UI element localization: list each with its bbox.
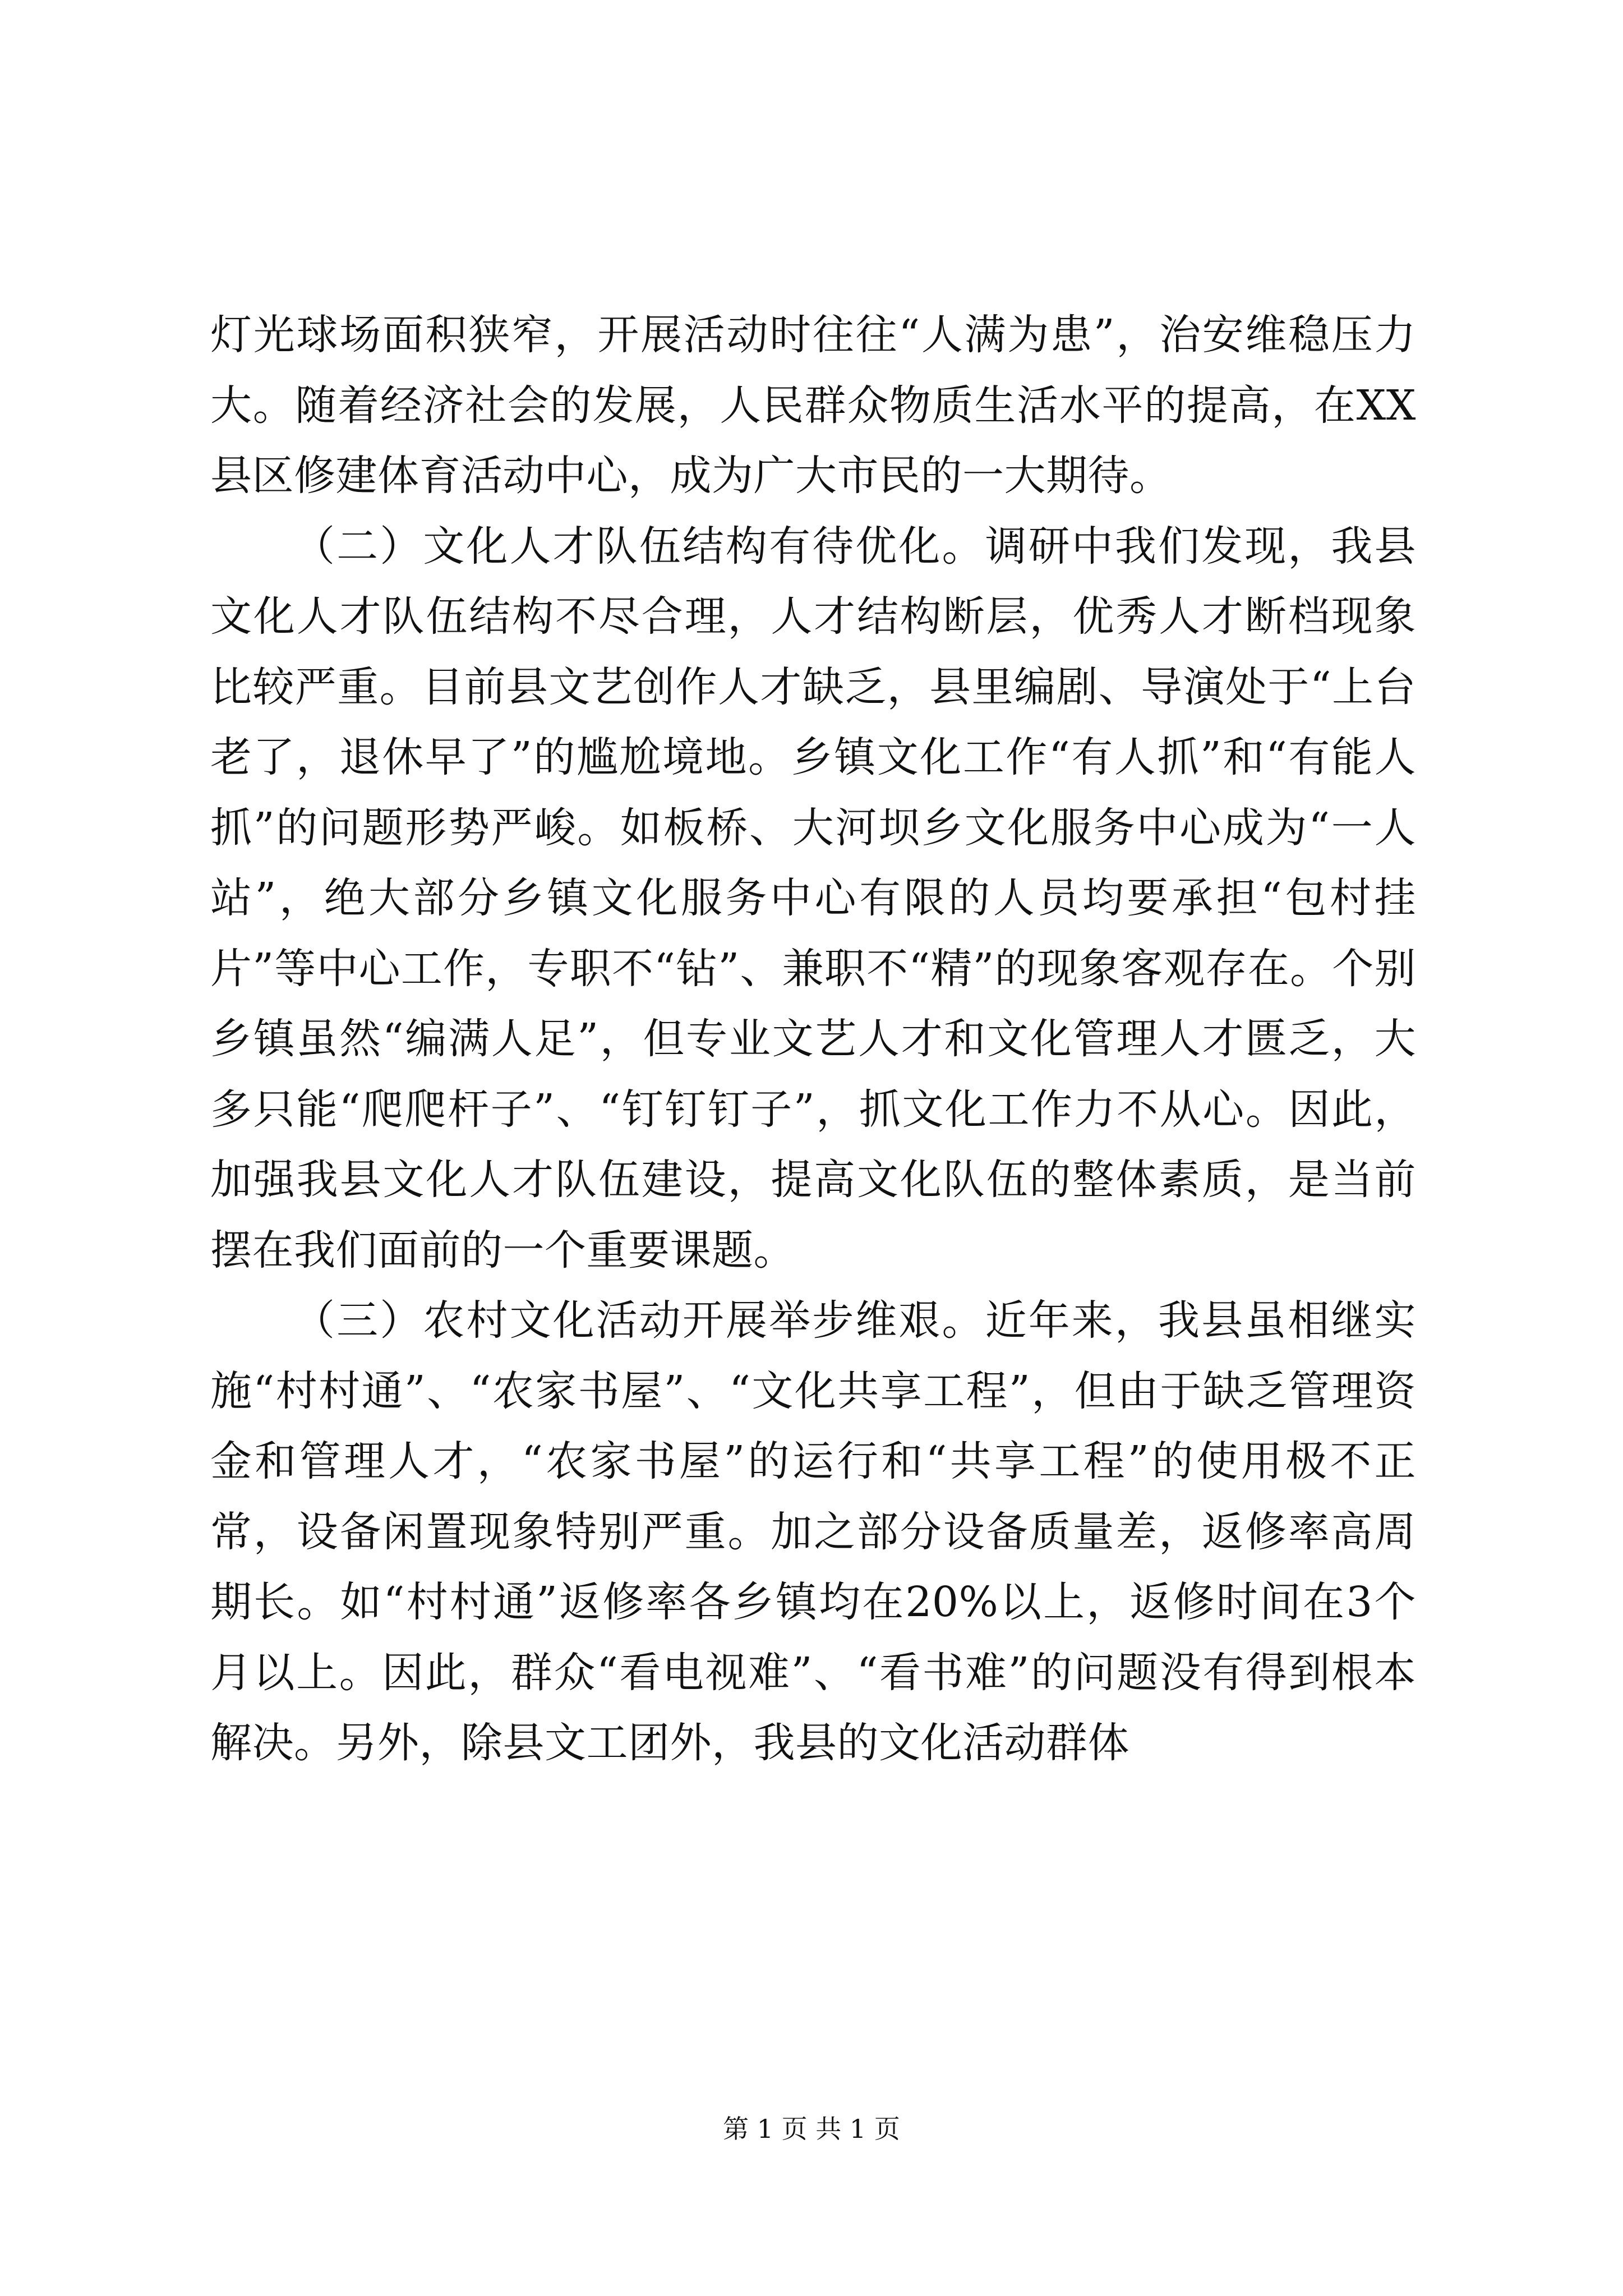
page-number-footer: 第 1 页 共 1 页 <box>723 2114 900 2144</box>
paragraph-section-three: （三）农村文化活动开展举步维艰。近年来，我县虽相继实施“村村通”、“农家书屋”、“文化共享工程”，但由于缺乏管理资金和管理人才，“农家书屋”的运行和“共享工程”的使用极不正常，设备闲置现象特别严重。加之部分设备质量差，返修率高周期长。如“村村通”返修率各乡镇均在20%以上，返修时间在3个月以上。因此，群众“看电视难”、“看书难”的问题没有得到根本解决。另外，除县文工团外，我县的文化活动群体 <box>210 1296 1416 1767</box>
document-body <box>210 300 1416 1779</box>
paragraph-continuation: 灯光球场面积狭窄，开展活动时往往“人满为患”，治安维稳压力大。随着经济社会的发展，人民群众物质生活水平的提高，在XX县区修建体育活动中心，成为广大市民的一大期待。 <box>210 311 1416 500</box>
paragraph-section-two: （二）文化人才队伍结构有待优化。调研中我们发现，我县文化人才队伍结构不尽合理，人才结构断层，优秀人才断档现象比较严重。目前县文艺创作人才缺乏，县里编剧、导演处于“上台老了，退休早了”的尴尬境地。乡镇文化工作“有人抓”和“有能人抓”的问题形势严峻。如板桥、大河坝乡文化服务中心成为“一人站”，绝大部分乡镇文化服务中心有限的人员均要承担“包村挂片”等中心工作，专职不“钻”、兼职不“精”的现象客观存在。个别乡镇虽然“编满人足”，但专业文艺人才和文化管理人才匮乏，大多只能“爬爬杆子”、“钉钉钉子”，抓文化工作力不从心。因此，加强我县文化人才队伍建设，提高文化队伍的整体素质，是当前摆在我们面前的一个重要课题。 <box>210 522 1416 1274</box>
